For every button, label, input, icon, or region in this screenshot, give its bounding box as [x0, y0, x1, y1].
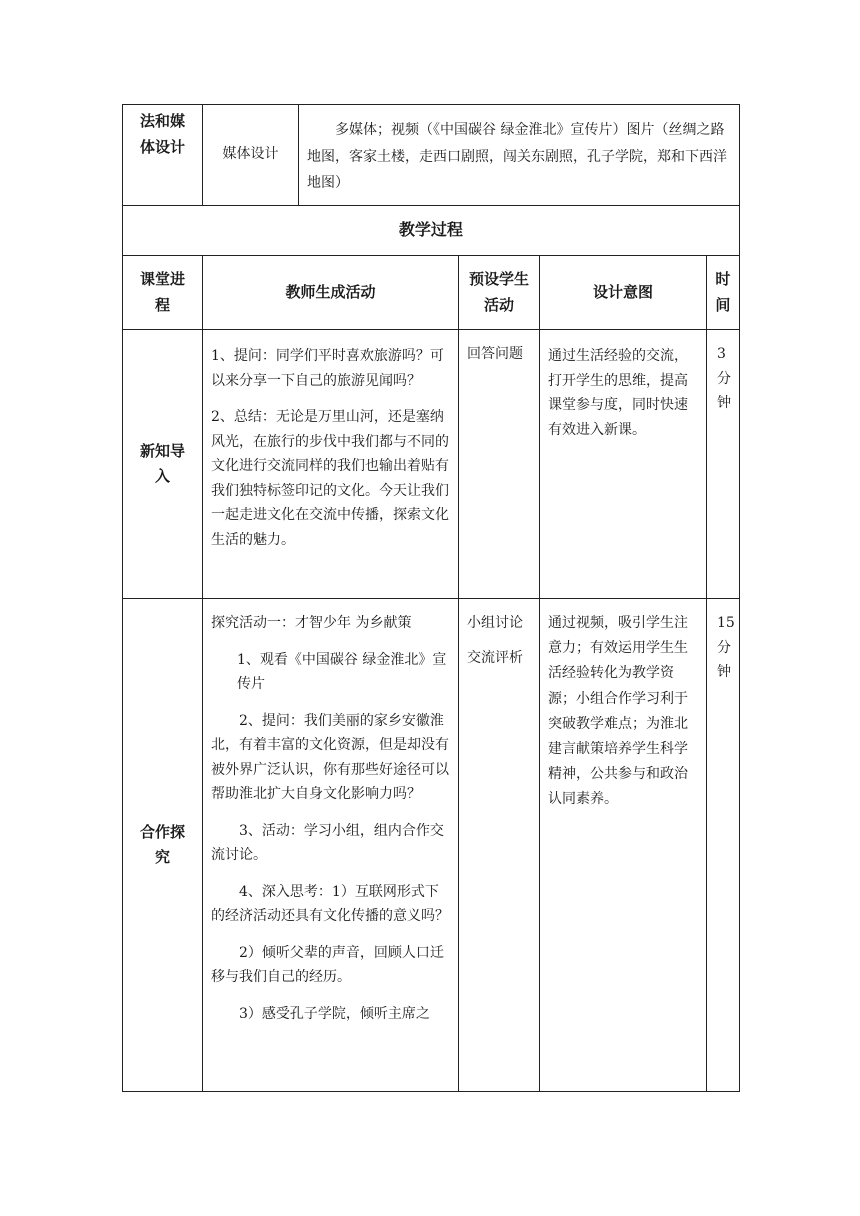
teacher-activity-item: 2、总结：无论是万里山河，还是塞纳风光，在旅行的步伐中我们都与不同的文化进行交流同样的我们也输出着贴有我们独特标签印记的文化。今天让我们一起走进文化在交流中传播，探索文化生活的魅力。 [211, 409, 449, 548]
lesson-plan-table [122, 104, 740, 1092]
header-row [123, 256, 740, 330]
time-unit: 钟 [717, 664, 731, 680]
media-sub-label: 媒体设计 [203, 105, 299, 206]
student-activity-item: 交流评析 [467, 649, 523, 666]
table-row [123, 599, 740, 1092]
teacher-activity-item: 2）倾听父辈的声音，回顾人口迁移与我们自己的经历。 [211, 944, 444, 985]
teacher-activity-item: 4、深入思考：1）互联网形式下的经济活动还具有文化传播的意义吗？ [211, 883, 449, 924]
header-teacher: 教师生成活动 [203, 256, 459, 330]
media-row-label: 法和媒体设计 [123, 105, 203, 206]
student-activity-item: 回答问题 [467, 346, 523, 362]
section-title: 教学过程 [123, 206, 740, 256]
teacher-activity-item: 1、提问：同学们平时喜欢旅游吗？可以来分享一下自己的旅游见闻吗？ [211, 348, 444, 389]
header-time: 时间 [707, 256, 740, 330]
teacher-activity-item: 探究活动一：才智少年 为乡献策 [211, 615, 412, 631]
header-stage: 课堂进程 [123, 256, 203, 330]
time-value: 3 [717, 346, 726, 362]
time-value: 15 [717, 615, 735, 631]
time-unit: 分 [717, 370, 731, 387]
design-intent: 通过生活经验的交流，打开学生的思维，提高课堂参与度，同时快速有效进入新课。 [540, 330, 707, 599]
header-intent: 设计意图 [540, 256, 707, 330]
media-design-row [123, 105, 740, 206]
teacher-activity-item: 1、观看《中国碳谷 绿金淮北》宣传片 [237, 651, 447, 692]
media-content: 多媒体；视频（《中国碳谷 绿金淮北》宣传片）图片（丝绸之路地图，客家土楼，走西口剧照，闯关东剧照，孔子学院，郑和下西洋地图） [299, 105, 740, 206]
student-activity-item: 小组讨论 [467, 615, 523, 631]
student-activity-cell [459, 599, 540, 1092]
teacher-activity-cell [203, 599, 459, 1092]
student-activity-cell [459, 330, 540, 599]
time-cell [707, 599, 740, 1092]
header-student: 预设学生活动 [459, 256, 540, 330]
teacher-activity-item: 3、活动：学习小组，组内合作交流讨论。 [211, 822, 444, 863]
time-unit: 分 [717, 639, 731, 656]
section-title-row [123, 206, 740, 256]
teacher-activity-item: 2、提问：我们美丽的家乡安徽淮北，有着丰富的文化资源，但是却没有被外界广泛认识，你有那些好途径可以帮助淮北扩大自身文化影响力吗？ [211, 712, 449, 802]
time-unit: 钟 [717, 395, 731, 411]
teacher-activity-cell [203, 330, 459, 599]
teacher-activity-item: 3）感受孔子学院，倾听主席之 [239, 1005, 430, 1022]
table-row [123, 330, 740, 599]
stage-label: 合作探究 [123, 599, 203, 1092]
design-intent: 通过视频，吸引学生注意力；有效运用学生生活经验转化为教学资源；小组合作学习利于突破教学难点；为淮北建言献策培养学生科学精神，公共参与和政治认同素养。 [540, 599, 707, 1092]
stage-label: 新知导入 [123, 330, 203, 599]
time-cell [707, 330, 740, 599]
